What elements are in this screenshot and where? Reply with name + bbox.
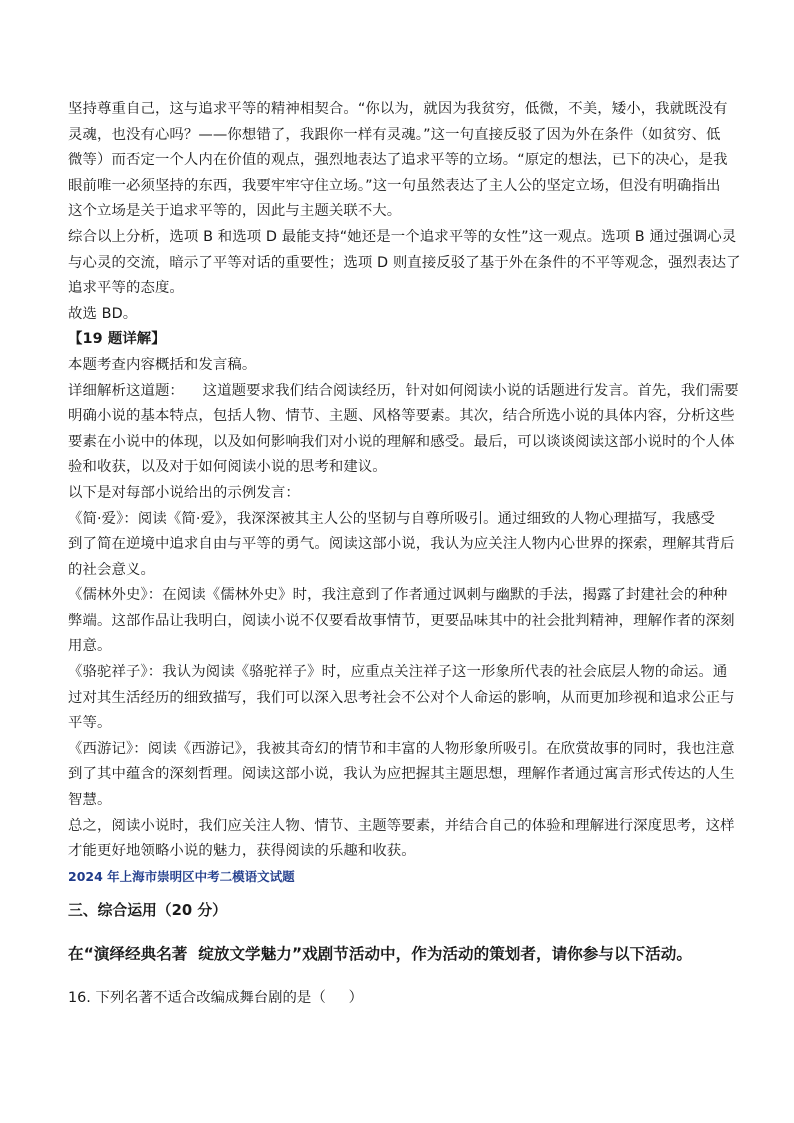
analysis-line: 明确小说的基本特点，包括人物、情节、主题、风格等要素。其次，结合所选小说的具体内容，分析这些: [68, 408, 735, 425]
summary-line: 与心灵的交流，暗示了平等对话的重要性；选项 D 则直接反驳了基于外在条件的不平等观念，强烈表达了: [68, 254, 741, 271]
camel-xiangzi-line: 《骆驼祥子》：我认为阅读《骆驼祥子》时，应重点关注祥子这一形象所代表的社会底层人物的命运。通: [68, 664, 728, 681]
camel-xiangzi-line: 过对其生活经历的细致描写，我们可以深入思考社会不公对个人命运的影响，从而更加珍视和追求公正与: [68, 689, 735, 706]
journey-west-line: 智慧。: [68, 792, 112, 809]
scholars-line: 用意。: [68, 638, 112, 655]
exam-title: 2024 年上海市崇明区中考二模语文试题: [68, 868, 295, 884]
summary-line: 追求平等的态度。: [68, 280, 184, 297]
text-line: 灵魂，也没有心吗？——你想错了，我跟你一样有灵魂。”这一句直接反驳了因为外在条件（如贫穷、低: [68, 126, 721, 143]
jane-eyre-line: 《简·爱》：阅读《简·爱》，我深深被其主人公的坚韧与自尊所吸引。通过细致的人物心理描写，我感受: [68, 510, 716, 527]
activity-intro: 在“演绎经典名著 绽放文学魅力”戏剧节活动中，作为活动的策划者，请你参与以下活动。: [68, 944, 692, 963]
document-page: [68, 97, 741, 1026]
question-19-header: 【19 题详解】: [68, 331, 166, 348]
conclusion-line: 总之，阅读小说时，我们应关注人物、情节、主题等要素，并结合自己的体验和理解进行深度思考，这样: [68, 817, 735, 834]
journey-west-line: 《西游记》：阅读《西游记》，我被其奇幻的情节和丰富的人物形象所吸引。在欣赏故事的同时，我也注意: [68, 740, 735, 757]
jane-eyre-line: 到了简在逆境中追求自由与平等的勇气。阅读这部小说，我认为应关注人物内心世界的探索，理解其背后: [68, 536, 735, 553]
analysis-line: 详细解析这道题： 这道题要求我们结合阅读经历，针对如何阅读小说的话题进行发言。首先，我们需要: [68, 382, 739, 399]
text-line: 这个立场是关于追求平等的，因此与主题关联不大。: [68, 203, 402, 220]
text-line: 微等）而否定一个人内在价值的观点，强烈地表达了追求平等的立场。“原定的想法，已下的决心，是我: [68, 152, 728, 169]
summary-line: 综合以上分析，选项 B 和选项 D 最能支持“她还是一个追求平等的女性”这一观点。选项 B 通过强调心灵: [68, 228, 737, 245]
camel-xiangzi-line: 平等。: [68, 715, 112, 732]
examples-intro: 以下是对每部小说给出的示例发言：: [68, 484, 300, 501]
text-line: 坚持尊重自己，这与追求平等的精神相契合。“你以为，就因为我贫穷，低微，不美，矮小，我就既没有: [68, 101, 728, 117]
jane-eyre-line: 的社会意义。: [68, 561, 155, 578]
question-16: 16. 下列名著不适合改编成舞台剧的是（ ）: [68, 989, 363, 1006]
scholars-line: 《儒林外史》：在阅读《儒林外史》时，我注意到了作者通过讽刺与幽默的手法，揭露了封建社会的种种: [68, 587, 728, 604]
journey-west-line: 到了其中蕴含的深刻哲理。阅读这部小说，我认为应把握其主题思想，理解作者通过寓言形式传达的人生: [68, 766, 735, 783]
conclusion-line: 才能更好地领略小说的魅力，获得阅读的乐趣和收获。: [68, 843, 416, 860]
section-title: 三、综合运用（20 分）: [68, 902, 227, 920]
scholars-line: 弊端。这部作品让我明白，阅读小说不仅要看故事情节，更要品味其中的社会批判精神，理解作者的深刻: [68, 612, 735, 629]
analysis-line: 要素在小说中的体现，以及如何影响我们对小说的理解和感受。最后，可以谈谈阅读这部小说时的个人体: [68, 433, 735, 450]
text-line: 眼前唯一必须坚持的东西，我要牢牢守住立场。”这一句虽然表达了主人公的坚定立场，但没有明确指出: [68, 177, 721, 194]
analysis-line: 验和收获，以及对于如何阅读小说的思考和建议。: [68, 459, 387, 476]
exam-point-line: 本题考查内容概括和发言稿。: [68, 356, 257, 373]
answer-line: 故选 BD。: [68, 305, 138, 322]
